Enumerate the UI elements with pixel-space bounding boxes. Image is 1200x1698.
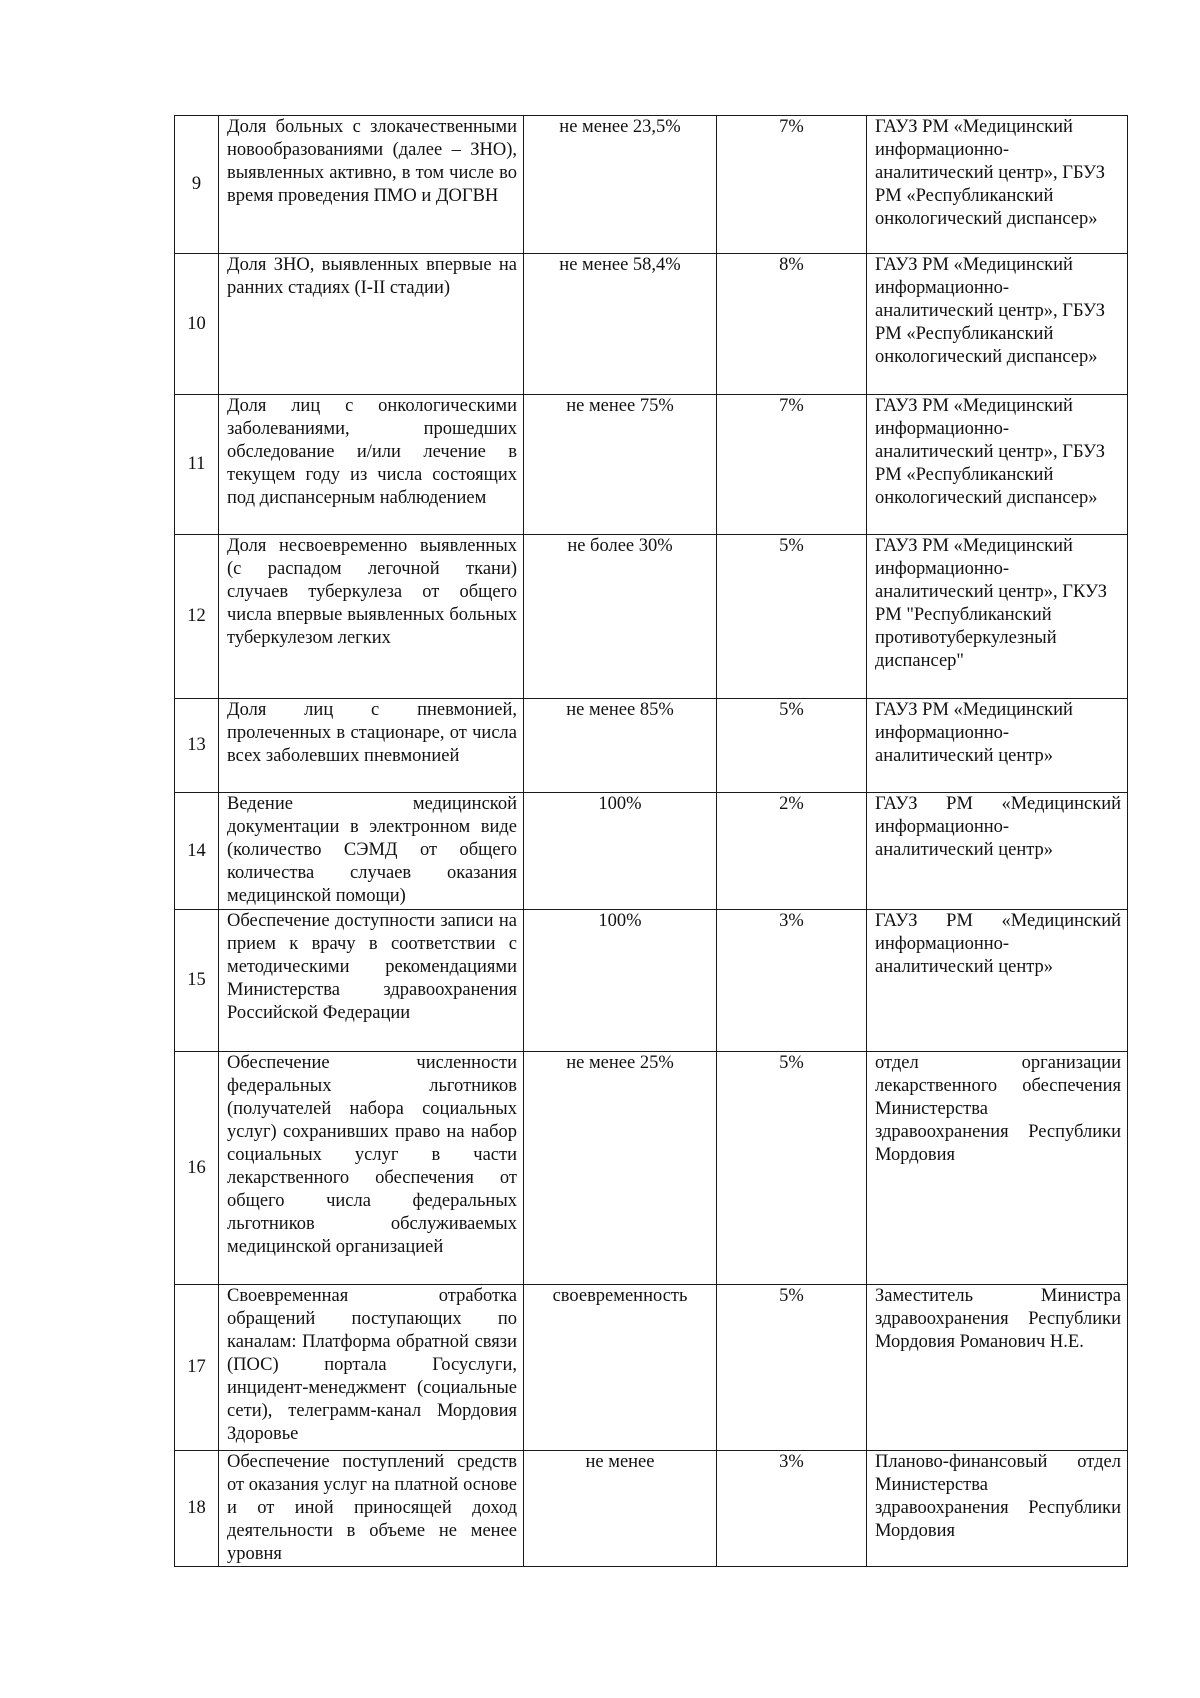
weight-value: 3% [717,1451,867,1567]
responsible-org: ГАУЗ РМ «Медицинский информационно-аналитический центр», ГКУЗ РМ "Республиканский противотуберкулезный диспансер" [867,535,1128,699]
responsible-org: ГАУЗ РМ «Медицинский информационно-аналитический центр» [867,910,1128,1052]
row-number: 15 [175,910,219,1052]
indicator-name: Ведение медицинской документации в электронном виде (количество СЭМД от общего количества случаев оказания медицинской помощи) [219,793,524,910]
indicator-name: Доля больных с злокачественными новообразованиями (далее – ЗНО), выявленных активно, в том числе во время проведения ПМО и ДОГВН [219,116,524,254]
table-row [175,535,1128,699]
target-value: не более 30% [524,535,717,699]
table-row [175,699,1128,793]
row-number: 13 [175,699,219,793]
target-value: не менее [524,1451,717,1567]
target-value: 100% [524,910,717,1052]
indicators-table [174,115,1128,1567]
responsible-org: ГАУЗ РМ «Медицинский информационно-аналитический центр» [867,793,1128,910]
weight-value: 5% [717,1285,867,1451]
weight-value: 5% [717,699,867,793]
weight-value: 3% [717,910,867,1052]
weight-value: 5% [717,1052,867,1285]
target-value: не менее 75% [524,395,717,535]
indicator-name: Обеспечение численности федеральных льготников (получателей набора социальных услуг) сохранивших право на набор социальных услуг в части лекарственного обеспечения от общего числа федеральных льготников обслуживаемых медицинской организацией [219,1052,524,1285]
table-row [175,116,1128,254]
row-number: 10 [175,254,219,395]
indicator-name: Доля лиц с пневмонией, пролеченных в стационаре, от числа всех заболевших пневмонией [219,699,524,793]
indicator-name: Доля лиц с онкологическими заболеваниями, прошедших обследование и/или лечение в текущем году из числа состоящих под диспансерным наблюдением [219,395,524,535]
responsible-org: Планово-финансовый отдел Министерства здравоохранения Республики Мордовия [867,1451,1128,1567]
row-number: 14 [175,793,219,910]
indicator-name: Обеспечение доступности записи на прием к врачу в соответствии с методическими рекомендациями Министерства здравоохранения Российской Федерации [219,910,524,1052]
table-row [175,254,1128,395]
row-number: 17 [175,1285,219,1451]
target-value: не менее 58,4% [524,254,717,395]
row-number: 12 [175,535,219,699]
indicator-name: Своевременная отработка обращений поступающих по каналам: Платформа обратной связи (ПОС) портала Госуслуги, инцидент-менеджмент (социальные сети), телеграмм-канал Мордовия Здоровье [219,1285,524,1451]
target-value: не менее 25% [524,1052,717,1285]
responsible-org: ГАУЗ РМ «Медицинский информационно-аналитический центр», ГБУЗ РМ «Республиканский онкологический диспансер» [867,395,1128,535]
responsible-org: ГАУЗ РМ «Медицинский информационно-аналитический центр», ГБУЗ РМ «Республиканский онкологический диспансер» [867,254,1128,395]
weight-value: 7% [717,116,867,254]
target-value: не менее 23,5% [524,116,717,254]
indicator-name: Доля ЗНО, выявленных впервые на ранних стадиях (I-II стадии) [219,254,524,395]
weight-value: 5% [717,535,867,699]
table-row [175,793,1128,910]
responsible-org: ГАУЗ РМ «Медицинский информационно-аналитический центр» [867,699,1128,793]
table-row [175,395,1128,535]
row-number: 11 [175,395,219,535]
table-row [175,1052,1128,1285]
weight-value: 7% [717,395,867,535]
responsible-org: отдел организации лекарственного обеспечения Министерства здравоохранения Республики Мордовия [867,1052,1128,1285]
target-value: своевременность [524,1285,717,1451]
weight-value: 8% [717,254,867,395]
table-row [175,910,1128,1052]
row-number: 18 [175,1451,219,1567]
indicator-name: Обеспечение поступлений средств от оказания услуг на платной основе и от иной приносящей доход деятельности в объеме не менее уровня [219,1451,524,1567]
indicator-name: Доля несвоевременно выявленных (с распадом легочной ткани) случаев туберкулеза от общего числа впервые выявленных больных туберкулезом легких [219,535,524,699]
weight-value: 2% [717,793,867,910]
target-value: 100% [524,793,717,910]
responsible-org: ГАУЗ РМ «Медицинский информационно-аналитический центр», ГБУЗ РМ «Республиканский онкологический диспансер» [867,116,1128,254]
row-number: 16 [175,1052,219,1285]
row-number: 9 [175,116,219,254]
responsible-org: Заместитель Министра здравоохранения Республики Мордовия Романович Н.Е. [867,1285,1128,1451]
target-value: не менее 85% [524,699,717,793]
table-row [175,1451,1128,1567]
table-row [175,1285,1128,1451]
